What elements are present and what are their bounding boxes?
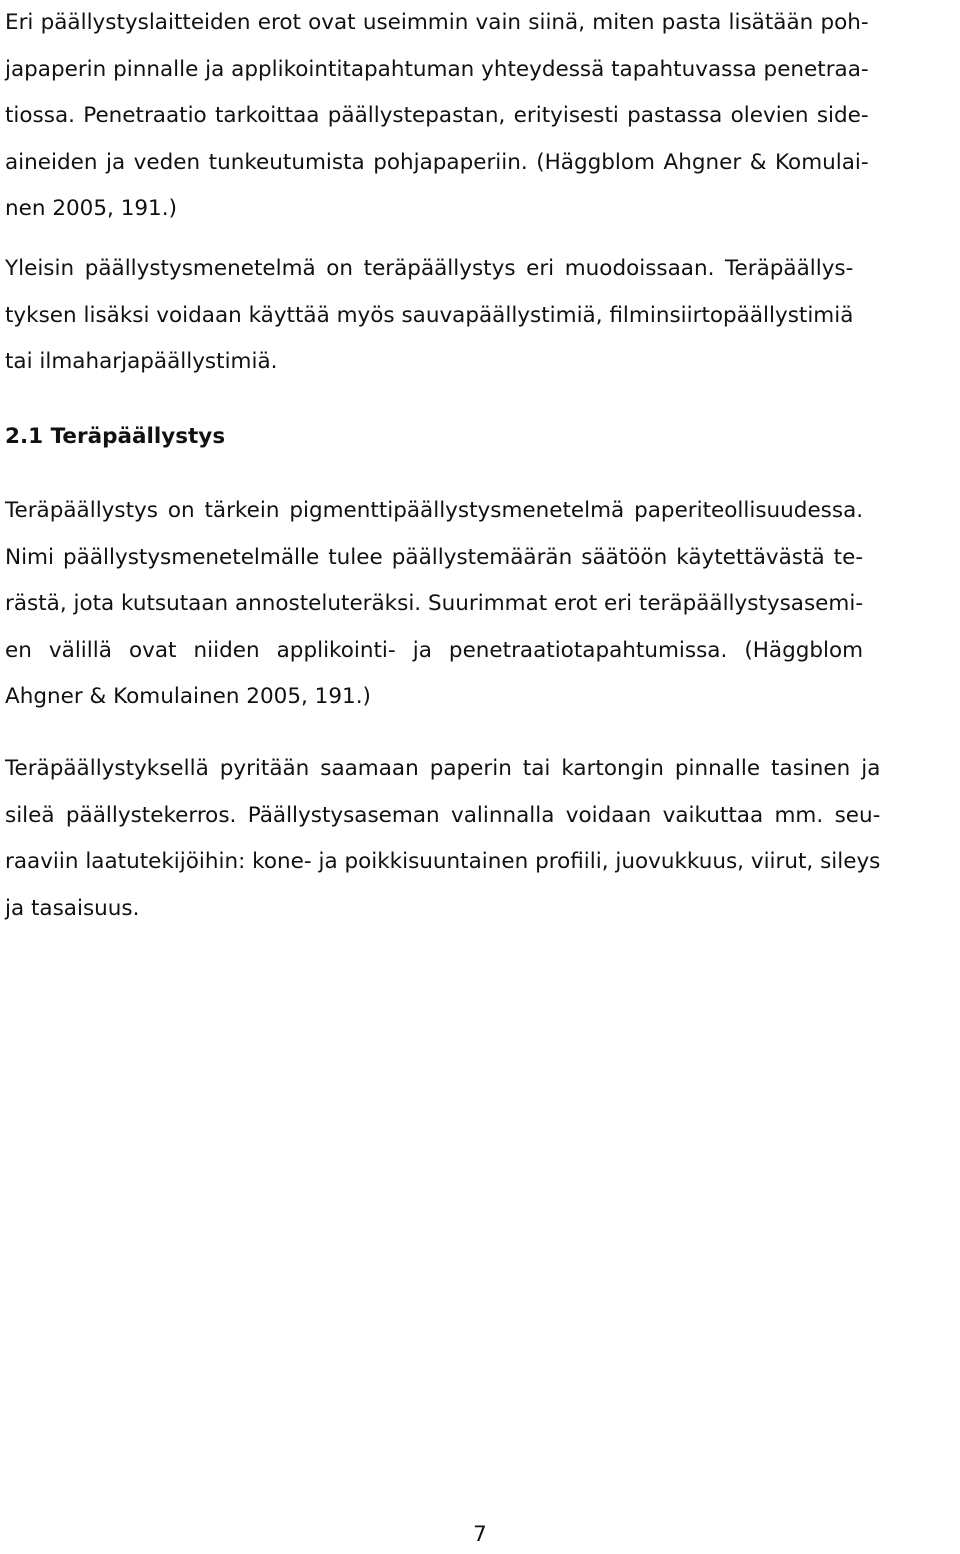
paragraph-blade-coating: [5, 488, 863, 721]
text-line: en välillä ovat niiden applikointi- ja penetraatiotapahtumissa. (Häggblom: [5, 637, 864, 663]
paragraph-blade-coating-goals: [5, 746, 880, 932]
text-line: rästä, jota kutsutaan annosteluteräksi. Suurimmat erot eri teräpäällystysasemi-: [5, 591, 864, 616]
text-line: tai ilmaharjapäällystimiä.: [5, 349, 278, 374]
text-line: ja tasaisuus.: [5, 895, 140, 921]
text-line: raaviin laatutekijöihin: kone- ja poikkisuuntainen profiili, juovukkuus, viirut, sileys: [5, 849, 881, 874]
text-line: sileä päällystekerros. Päällystysaseman valinnalla voidaan vaikuttaa mm. seu-: [5, 802, 881, 828]
paragraph-common-methods: [5, 246, 853, 386]
text-line: nen 2005, 191.): [5, 196, 177, 221]
paragraph-coating-differences: [5, 0, 869, 233]
page-number: 7: [473, 1522, 487, 1547]
text-line: japaperin pinnalle ja applikointitapahtuman yhteydessä tapahtuvassa penetraa-: [5, 56, 869, 82]
text-line: Nimi päällystysmenetelmälle tulee päällystemäärän säätöön käytettävästä te-: [5, 544, 864, 570]
text-line: tiossa. Penetraatio tarkoittaa päällystepastan, erityisesti pastassa olevien side-: [5, 103, 869, 128]
section-heading: 2.1 Teräpäällystys: [5, 424, 226, 449]
text-line: tyksen lisäksi voidaan käyttää myös sauvapäällystimiä, filminsiirtopäällystimiä: [5, 302, 854, 328]
text-line: Yleisin päällystysmenetelmä on teräpäällystys eri muodoissaan. Teräpäällys-: [5, 256, 854, 281]
text-line: aineiden ja veden tunkeutumista pohjapaperiin. (Häggblom Ahgner & Komulai-: [5, 149, 869, 175]
text-line: Eri päällystyslaitteiden erot ovat useimmin vain siinä, miten pasta lisätään poh-: [5, 10, 869, 35]
text-line: Ahgner & Komulainen 2005, 191.): [5, 684, 371, 709]
text-line: Teräpäällystyksellä pyritään saamaan paperin tai kartongin pinnalle tasinen ja: [5, 756, 881, 781]
text-line: Teräpäällystys on tärkein pigmenttipäällystysmenetelmä paperiteollisuudessa.: [5, 498, 864, 523]
